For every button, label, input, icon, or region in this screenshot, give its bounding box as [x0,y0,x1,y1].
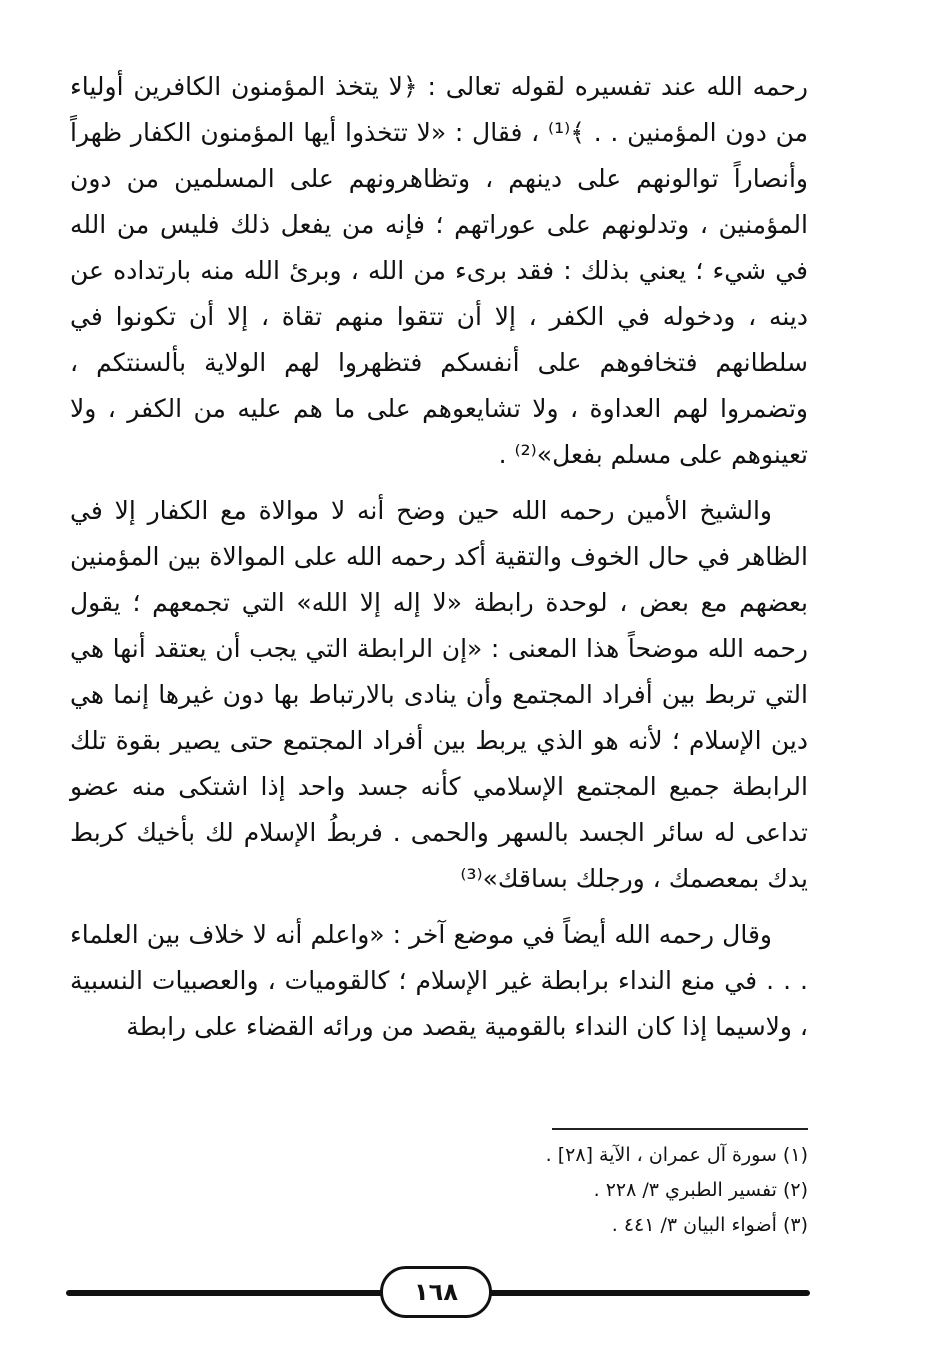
footnotes [388,1138,808,1243]
page-number-bar [66,1266,810,1324]
footnote-1: (١) سورة آل عمران ، الآية [٢٨] . [545,1144,808,1166]
main-text [70,64,808,1050]
footnote-3: (٣) أضواء البيان ٣/ ٤٤١ . [611,1214,808,1236]
footnote-2: (٢) تفسير الطبري ٣/ ٢٢٨ . [593,1179,808,1201]
paragraph-3: وقال رحمه الله أيضاً في موضع آخر : «واعلم أنه لا خلاف بين العلماء . . . في منع النداء برابطة غير الإسلام ؛ كالقوميات ، والعصبيات النسبية ، ولاسيما إذا كان النداء بالقومية يقصد من ورائه القضاء على رابطة [70,920,808,1041]
page-bar-right-line [480,1290,810,1296]
footnote-divider [552,1128,808,1130]
page-number: ١٦٨ [380,1266,492,1318]
page-bar-left-line [66,1290,386,1296]
paragraph-1: رحمه الله عند تفسيره لقوله تعالى : ﴿لا يتخذ المؤمنون الكافرين أولياء من دون المؤمنين . . ﴾⁽¹⁾ ، فقال : «لا تتخذوا أيها المؤمنون الكفار ظهراً وأنصاراً توالونهم على دينهم ، وتظاهرونهم على المسلمين من دون المؤمنين ، وتدلونهم على عوراتهم ؛ فإنه من يفعل ذلك فليس من الله في شيء ؛ يعني بذلك : فقد برىء من الله ، وبرئ الله منه بارتداده عن دينه ، ودخوله في الكفر ، إلا أن تتقوا منهم تقاة ، إلا أن تكونوا في سلطانهم فتخافوهم على أنفسكم فتظهروا لهم الولاية بألسنتكم ، وتضمروا لهم العداوة ، ولا تشايعوهم على ما هم عليه من الكفر ، ولا تعينوهم على مسلم بفعل»⁽²⁾ . [70,72,809,469]
paragraph-2: والشيخ الأمين رحمه الله حين وضح أنه لا موالاة مع الكفار إلا في الظاهر في حال الخوف والتقية أكد رحمه الله على الموالاة بين المؤمنين بعضهم مع بعض ، لوحدة رابطة «لا إله إلا الله» التي تجمعهم ؛ يقول رحمه الله موضحاً هذا المعنى : «إن الرابطة التي يجب أن يعتقد أنها هي التي تربط بين أفراد المجتمع وأن ينادى بالارتباط بها دون غيرها إنما هي دين الإسلام ؛ لأنه هو الذي يربط بين أفراد المجتمع حتى يصير بقوة تلك الرابطة جميع المجتمع الإسلامي كأنه جسد واحد إذا اشتكى منه عضو تداعى له سائر الجسد بالسهر والحمى . فربطُ الإسلام لك بأخيك كربط يدك بمعصمك ، ورجلك بساقك»⁽³⁾ [70,496,808,893]
